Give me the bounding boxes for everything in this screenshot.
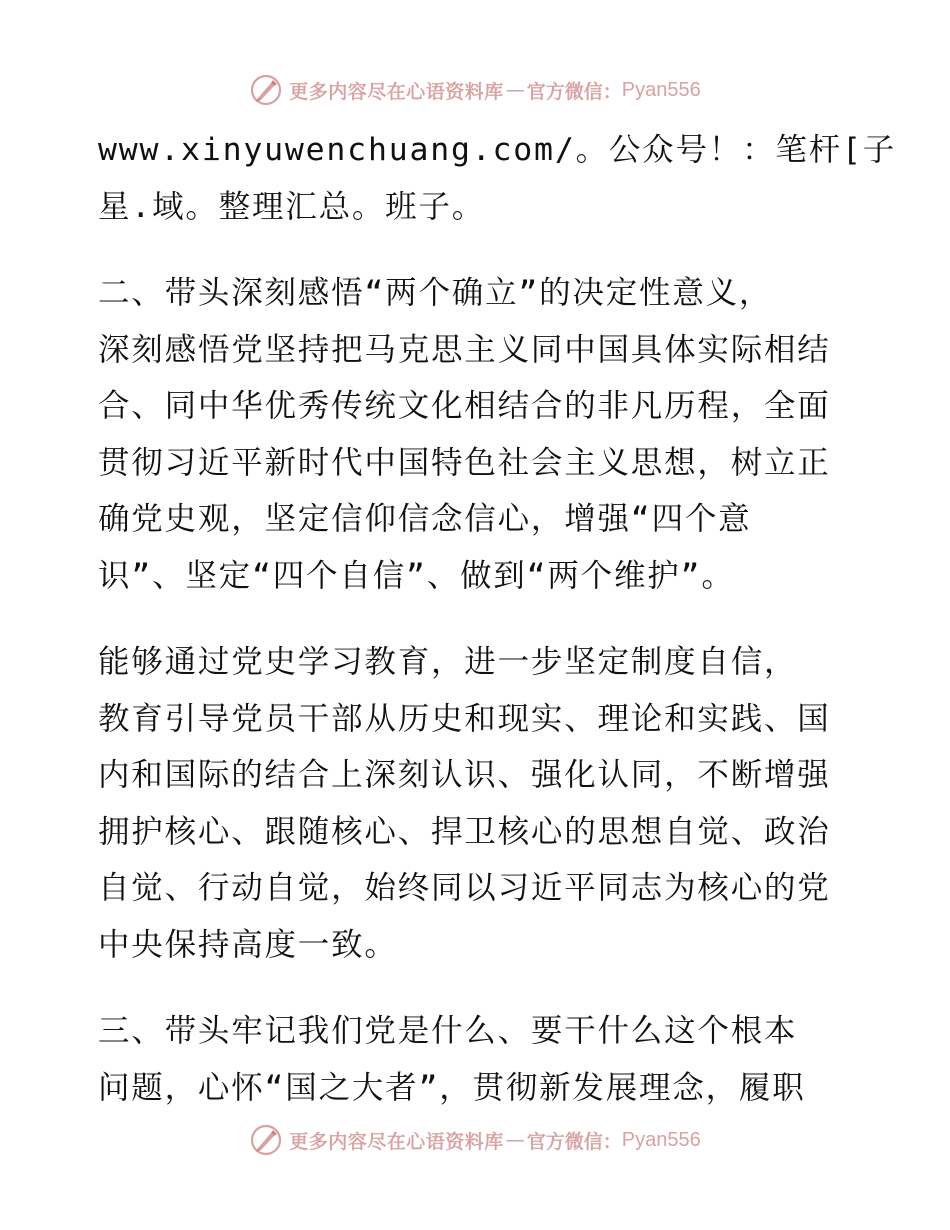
pen-logo-icon (249, 73, 283, 107)
text-line: 深刻感悟党坚持把马克思主义同中国具体实际相结 (98, 331, 831, 368)
text-line: www.xinyuwenchuang.com/。公众号！：笔杆[子 (98, 132, 897, 168)
text-line: 贯彻习近平新时代中国特色社会主义思想，树立正 (98, 444, 831, 481)
text-line: 三、带头牢记我们党是什么、要干什么这个根本 (98, 1013, 798, 1049)
text-line: 二、带头深刻感悟“两个确立”的决定性意义， (98, 275, 773, 311)
watermark-official-label: 官方微信： (526, 1130, 622, 1153)
paragraph (98, 122, 897, 235)
watermark-wechat-id: Pyan556 (621, 78, 701, 101)
watermark-text: 更多内容尽在心语资料库 (289, 1130, 504, 1153)
text-line: 识”、坚定“四个自信”、做到“两个维护”。 (98, 557, 735, 594)
text-line: 中央保持高度一致。 (98, 926, 398, 963)
paragraph (98, 265, 858, 604)
footer-watermark (0, 1120, 950, 1160)
header-watermark (0, 70, 950, 110)
text-line: 能够通过党史学习教育，进一步坚定制度自信， (98, 644, 798, 680)
text-line: 星.域。整理汇总。班子。 (98, 188, 486, 225)
text-line: 问题，心怀“国之大者”，贯彻新发展理念，履职 (98, 1069, 806, 1106)
document-body (98, 122, 897, 1116)
text-line: 内和国际的结合上深刻认识、强化认同，不断增强 (98, 757, 831, 793)
watermark-text: 更多内容尽在心语资料库 (289, 80, 504, 103)
paragraph (98, 634, 858, 973)
paragraph (98, 1003, 858, 1116)
text-line: 合、同中华优秀传统文化相结合的非凡历程，全面 (98, 388, 831, 424)
text-line: 自觉、行动自觉，始终同以习近平同志为核心的党 (98, 870, 831, 906)
text-line: 教育引导党员干部从历史和现实、理论和实践、国 (98, 700, 831, 737)
watermark-separator: — (505, 1129, 525, 1151)
watermark-wechat-id: Pyan556 (621, 1128, 701, 1151)
watermark-separator: — (505, 79, 525, 101)
pen-logo-icon (249, 1123, 283, 1157)
text-line: 拥护核心、跟随核心、捍卫核心的思想自觉、政治 (98, 813, 831, 850)
text-line: 确党史观，坚定信仰信念信心，增强“四个意 (98, 501, 752, 537)
watermark-official-label: 官方微信： (526, 80, 622, 103)
